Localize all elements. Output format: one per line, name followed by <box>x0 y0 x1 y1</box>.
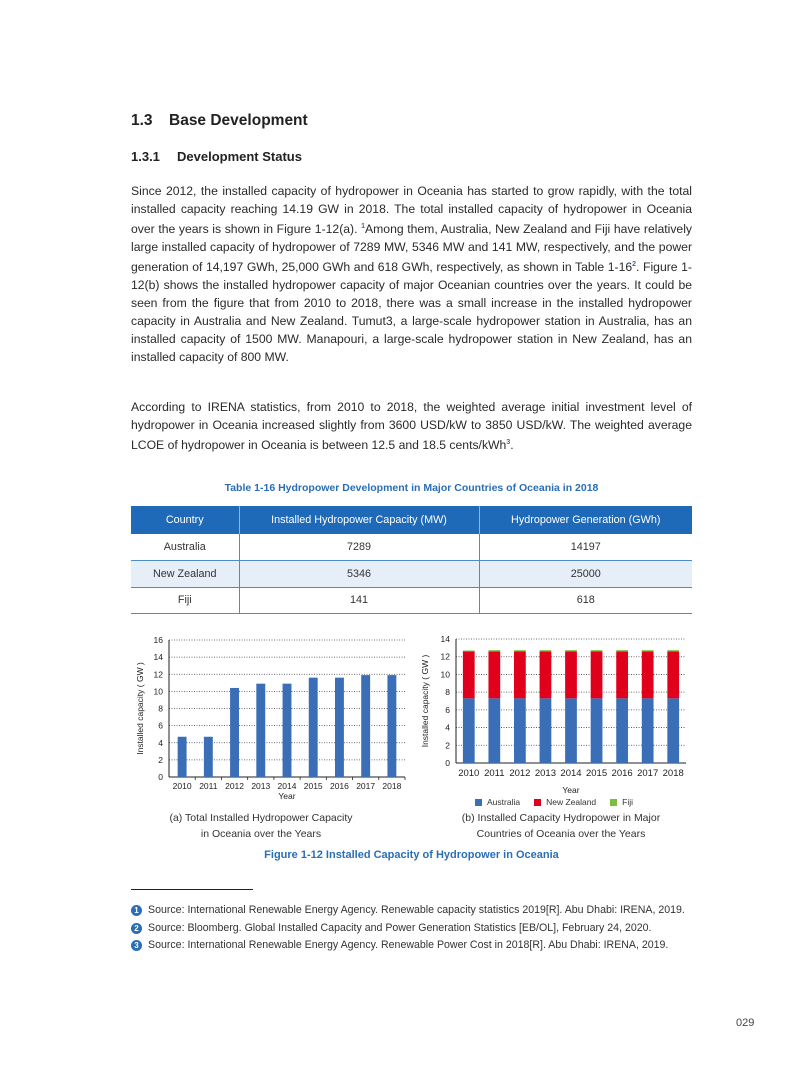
y-tick-label: 14 <box>440 634 450 644</box>
bar-segment <box>642 651 654 698</box>
bar-segment <box>667 698 679 763</box>
bar-segment <box>616 651 628 698</box>
footnote-2: 2 Source: Bloomberg. Global Installed Capacity and Power Generation Statistics [EB/OL], February 24, 2020. <box>131 920 692 938</box>
bar <box>178 737 187 777</box>
footnote-number-icon: 2 <box>131 923 142 934</box>
footnote-ref-1[interactable]: 1 <box>361 223 366 230</box>
bar-segment <box>488 698 500 763</box>
x-tick-label: 2016 <box>329 781 349 791</box>
chart-a-svg <box>131 630 411 805</box>
footnote-ref-2[interactable]: 2 <box>632 261 637 269</box>
legend-item-australia: Australia <box>475 797 520 807</box>
x-tick-label: 2014 <box>277 781 297 791</box>
y-tick-label: 14 <box>153 652 163 663</box>
footnote-ref-3[interactable]: 3 <box>506 439 511 446</box>
bar <box>335 678 344 777</box>
x-tick-label: 2018 <box>382 781 402 791</box>
bar-segment <box>540 698 552 763</box>
x-tick-label: 2013 <box>534 768 557 779</box>
bar-segment <box>565 651 577 698</box>
footnote-number-icon: 1 <box>131 905 142 916</box>
bar-segment <box>616 698 628 763</box>
bar-segment <box>591 698 603 763</box>
y-tick-label: 4 <box>445 722 450 733</box>
y-tick-label: 10 <box>440 669 450 680</box>
bar-segment <box>667 650 679 651</box>
table-caption: Table 1-16 Hydropower Development in Major Countries of Oceania in 2018 <box>224 482 599 494</box>
bar <box>387 675 396 777</box>
x-tick-label: 2013 <box>251 781 271 791</box>
y-tick-label: 10 <box>153 686 163 697</box>
y-tick-label: 12 <box>153 669 163 680</box>
subsection-heading: 1.3.1 Development Status <box>131 149 302 164</box>
chart-total-capacity <box>131 630 411 805</box>
x-tick-label: 2016 <box>611 768 633 779</box>
bar-segment <box>642 698 654 763</box>
bar <box>309 678 318 777</box>
bar-segment <box>565 698 577 763</box>
bar-segment <box>463 651 475 698</box>
bar <box>283 684 292 777</box>
x-tick-label: 2014 <box>560 768 582 779</box>
bar-segment <box>616 650 628 651</box>
bar-segment <box>540 650 552 651</box>
body-paragraph-2: According to IRENA statistics, from 2010 to 2018, the weighted average initial investment level of hydropower in Oceania increased slightly from 3600 USD/kW to 3850 USD/kW. The weighted average LCOE of hydropower in Oceania is between 12.5 and 18.5 cents/kWh$^3$. <box>131 400 692 453</box>
y-tick-label: 6 <box>158 720 163 731</box>
bar-segment <box>591 650 603 651</box>
subfigure-caption-b: (b) Installed Capacity Hydropower in Major Countries of Oceania over the Years <box>461 812 661 840</box>
bar <box>361 675 370 777</box>
bar-segment <box>463 651 475 652</box>
bar-segment <box>514 698 526 763</box>
y-tick-label: 12 <box>440 651 450 662</box>
y-axis-label: Installed capacity ( GW ) <box>135 662 145 755</box>
hydropower-table <box>131 506 692 614</box>
bar-segment <box>565 650 577 651</box>
y-tick-label: 8 <box>158 703 163 714</box>
bar-segment <box>667 651 679 698</box>
x-tick-label: 2012 <box>509 768 531 779</box>
col-header-country: Country <box>131 506 239 534</box>
page-number: 029 <box>736 1017 755 1029</box>
x-tick-label: 2018 <box>662 768 684 779</box>
y-tick-label: 8 <box>445 687 450 698</box>
subfigure-caption-a: (a) Total Installed Hydropower Capacity in Oceania over the Years <box>169 812 353 840</box>
figure-caption: Figure 1-12 Installed Capacity of Hydropower in Oceania <box>264 849 559 861</box>
x-tick-label: 2011 <box>199 781 218 791</box>
y-tick-label: 2 <box>445 740 450 751</box>
footnotes <box>131 902 692 955</box>
y-tick-label: 6 <box>445 704 450 715</box>
x-tick-label: 2010 <box>172 781 192 791</box>
bar <box>230 688 239 777</box>
y-tick-label: 0 <box>158 772 163 782</box>
bar-segment <box>463 698 475 763</box>
x-tick-label: 2015 <box>303 781 323 791</box>
bar-segment <box>642 650 654 651</box>
col-header-capacity: Installed Hydropower Capacity (MW) <box>239 506 479 534</box>
x-axis-label: Year <box>278 791 296 801</box>
bar <box>204 737 213 777</box>
chart-b-svg <box>416 630 696 795</box>
x-tick-label: 2012 <box>225 781 245 791</box>
table-row: Fiji 141 618 <box>131 587 692 614</box>
footnote-divider <box>131 889 253 890</box>
x-tick-label: 2017 <box>356 781 376 791</box>
bar-segment <box>488 651 500 698</box>
chart-country-capacity <box>416 630 696 800</box>
bar-segment <box>591 651 603 698</box>
x-tick-label: 2010 <box>458 768 480 779</box>
body-paragraph-1: Since 2012, the installed capacity of hydropower in Oceania has started to grow rapidly, with the total installed capacity reaching 14.19 GW in 2018. The total installed capacity of hydropower in Oceania over the years is shown in Figure 1-12(a). $^1$Among them, Australia, New Zealand and Fiji have relatively large installed capacity of hydropower of 7289 MW, 5346 MW and 141 MW, respectively, and the power generation of 14,197 GWh, 25,000 GWh and 618 GWh, respectively, as shown in Table 1-16$^2$. Figure 1-12(b) shows the installed hydropower capacity of major Oceanian countries over the years. It could be seen from the figure that from 2010 to 2018, there was a small increase in the installed hydropower capacity in Australia and New Zealand. Tumut3, a large-scale hydropower station in Australia, has an installed capacity of 1500 MW. Manapouri, a large-scale hydropower station in New Zealand, has an installed capacity of 800 MW. <box>131 184 692 365</box>
table-row: New Zealand 5346 25000 <box>131 561 692 588</box>
table-row: Australia 7289 14197 <box>131 534 692 561</box>
chart-b-legend <box>475 797 633 807</box>
legend-item-fiji: Fiji <box>610 797 633 807</box>
bar-segment <box>514 650 526 651</box>
col-header-generation: Hydropower Generation (GWh) <box>479 506 692 534</box>
footnote-3: 3 Source: International Renewable Energy Agency. Renewable Power Cost in 2018[R]. Abu Dhabi: IRENA, 2019. <box>131 937 692 955</box>
bar-segment <box>540 651 552 698</box>
y-tick-label: 16 <box>153 635 163 645</box>
bar-segment <box>514 651 526 698</box>
y-tick-label: 2 <box>158 754 163 765</box>
x-tick-label: 2017 <box>637 768 659 779</box>
y-tick-label: 0 <box>445 758 450 768</box>
y-tick-label: 4 <box>158 737 163 748</box>
footnote-1: 1 Source: International Renewable Energy Agency. Renewable capacity statistics 2019[R]. Abu Dhabi: IRENA, 2019. <box>131 902 692 920</box>
footnote-number-icon: 3 <box>131 940 142 951</box>
bar-segment <box>488 650 500 651</box>
x-axis-label: Year <box>562 785 580 795</box>
y-axis-label: Installed capacity ( GW ) <box>420 654 430 748</box>
bar <box>256 684 265 777</box>
x-tick-label: 2011 <box>484 768 505 779</box>
legend-item-new-zealand: New Zealand <box>534 797 596 807</box>
x-tick-label: 2015 <box>585 768 608 779</box>
section-heading: 1.3 Base Development <box>131 112 308 129</box>
